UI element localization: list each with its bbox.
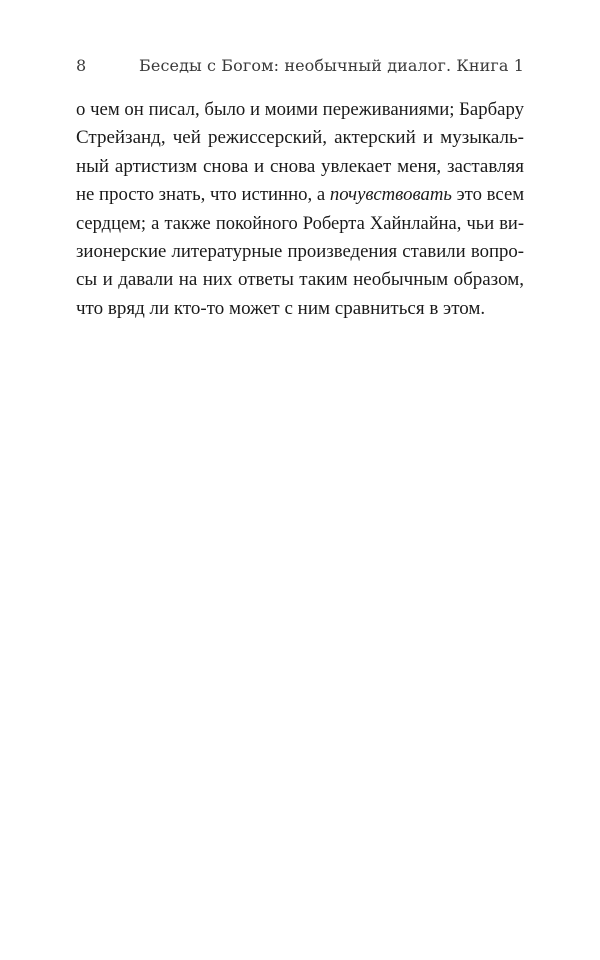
page-number: 8 [76,56,87,75]
running-header [76,56,524,80]
emphasized-word: почувствовать [329,184,452,206]
text-line: сердцем; а также покойного Роберта Хайнлайна, чьи ви- [76,213,524,234]
text-line: о чем он писал, было и моими переживаниями; Барбару [76,99,524,120]
body-paragraph [76,96,524,323]
text-line: зионерские литературные произведения ставили вопро- [76,241,524,263]
text-line: сы и давали на них ответы таким необычным образом, [76,269,524,291]
text-line: что вряд ли кто-то может с ним сравниться в этом. [76,297,486,319]
running-title: Беседы с Богом: необычный диалог. Книга 1 [139,56,524,75]
text-line: ный артистизм снова и снова увлекает меня, заставляя [76,155,524,177]
text-line: Стрейзанд, чей режиссерский, актерский и музыкаль- [76,127,524,149]
text-line: не просто знать, что истинно, а почувствовать это всем [76,184,525,206]
